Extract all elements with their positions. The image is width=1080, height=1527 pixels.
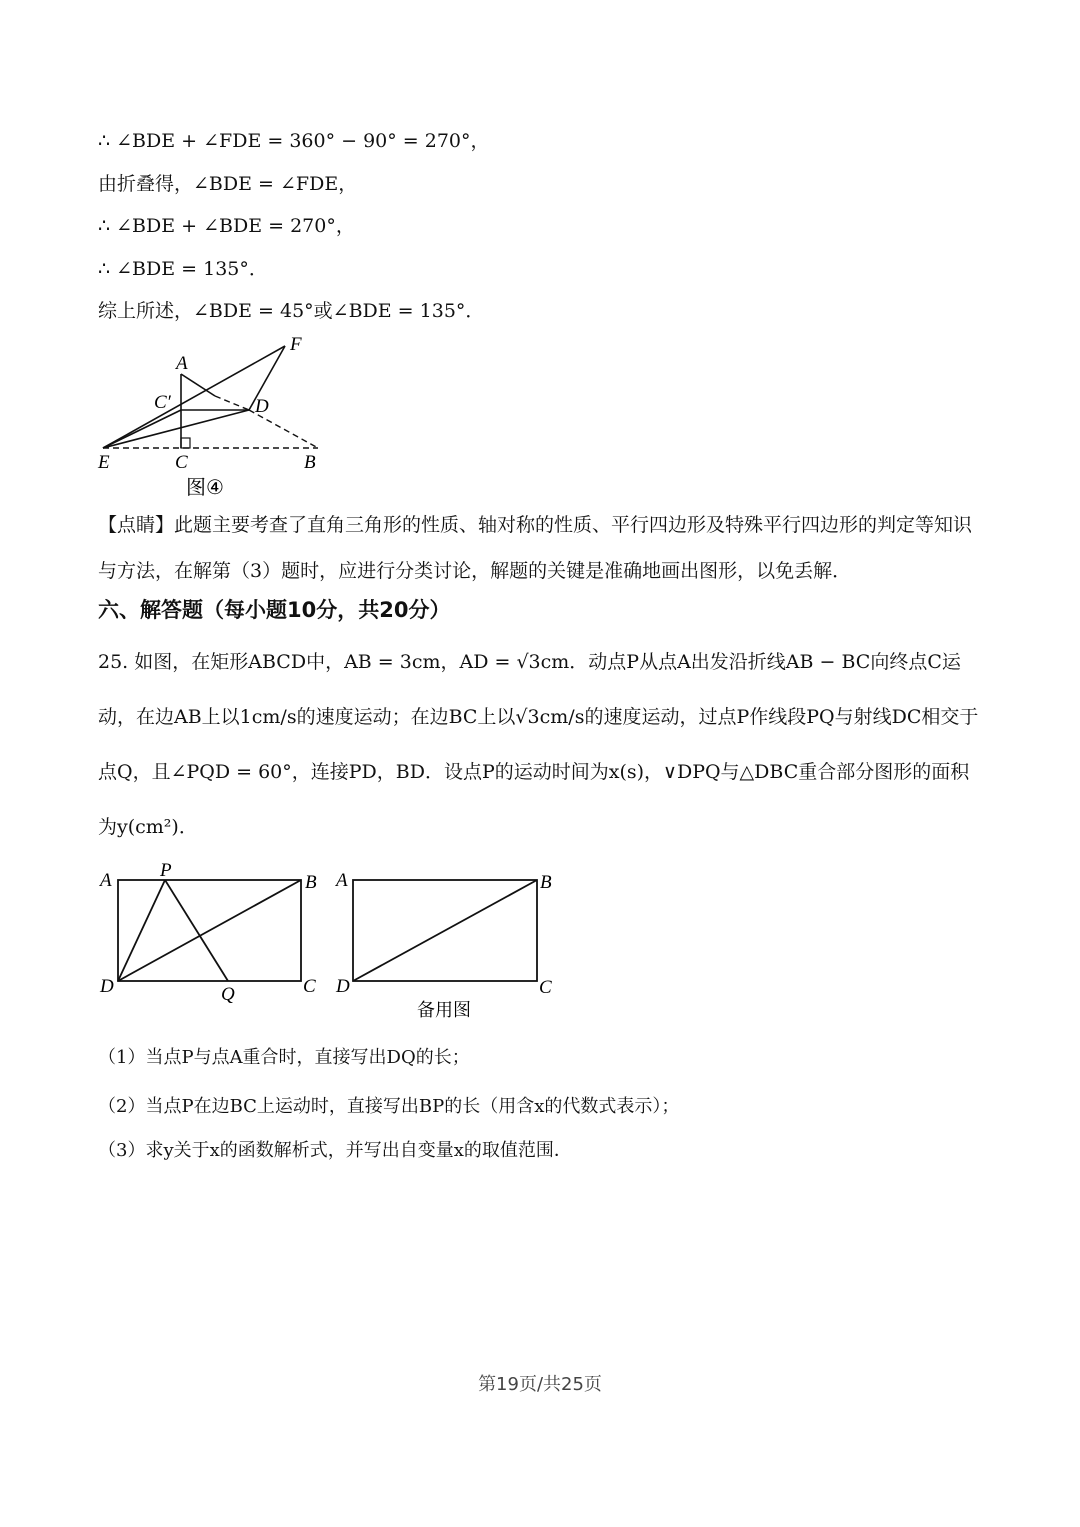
backup-label-B: B: [540, 872, 552, 893]
question-2: （2）当点P在边BC上运动时，直接写出BP的长（用含x的代数式表示）；: [98, 1096, 680, 1117]
section-title: 六、解答题（每小题10分，共20分）: [98, 598, 451, 622]
main-label-C: C: [303, 976, 316, 997]
main-label-B: B: [305, 872, 317, 893]
backup-label-D: D: [336, 976, 350, 997]
fig4-label-D: D: [255, 396, 269, 417]
solution-line-2: 由折叠得，∠BDE = ∠FDE，: [98, 173, 358, 195]
solution-line-4: ∴ ∠BDE = 135°．: [98, 258, 268, 280]
backup-caption: 备用图: [417, 1000, 471, 1021]
fig4-label-C-prime: C′: [154, 392, 171, 413]
fig4-caption: 图④: [186, 475, 224, 499]
solution-line-3: ∴ ∠BDE + ∠BDE = 270°，: [98, 215, 355, 237]
problem-text: 25. 如图，在矩形ABCD中，AB = 3cm，AD = √3cm．动点P从点A出发沿折线AB − BC向终点C运动，在边AB上以1cm/s的速度运动；在边BC上以√3cm/s的速度运动，过点P作线段PQ与射线DC相交于点Q，且∠PQD = 60°，连接PD，BD．设点P的运动时间为x(s)，∨DPQ与△DBC重合部分图形的面积为y(cm²)．: [98, 651, 979, 838]
figure-backup: [330, 860, 560, 1025]
main-label-P: P: [160, 860, 172, 881]
figure-main: [95, 855, 335, 1005]
solution-line-1: ∴ ∠BDE + ∠FDE = 360° − 90° = 270°，: [98, 130, 490, 152]
question-1: （1）当点P与点A重合时，直接写出DQ的长；: [98, 1047, 470, 1068]
fig4-label-A: A: [176, 353, 188, 374]
backup-label-A: A: [336, 870, 348, 891]
solution-line-5: 综上所述，∠BDE = 45°或∠BDE = 135°．: [98, 300, 485, 322]
fig4-label-B: B: [304, 452, 316, 473]
fig4-label-F: F: [290, 334, 302, 355]
question-3: （3）求y关于x的函数解析式，并写出自变量x的取值范围．: [98, 1140, 572, 1161]
figure-4: [90, 330, 350, 500]
page-footer: 第19页/共25页: [478, 1374, 602, 1395]
main-label-A: A: [100, 870, 112, 891]
backup-label-C: C: [539, 977, 552, 998]
main-label-D: D: [100, 976, 114, 997]
main-label-Q: Q: [221, 984, 235, 1005]
comment-paragraph: 【点睛】此题主要考查了直角三角形的性质、轴对称的性质、平行四边形及特殊平行四边形的判定等知识与方法，在解第（3）题时，应进行分类讨论，解题的关键是准确地画出图形，以免丢解．: [98, 514, 973, 582]
fig4-label-E: E: [98, 452, 110, 473]
fig4-label-C: C: [175, 452, 188, 473]
